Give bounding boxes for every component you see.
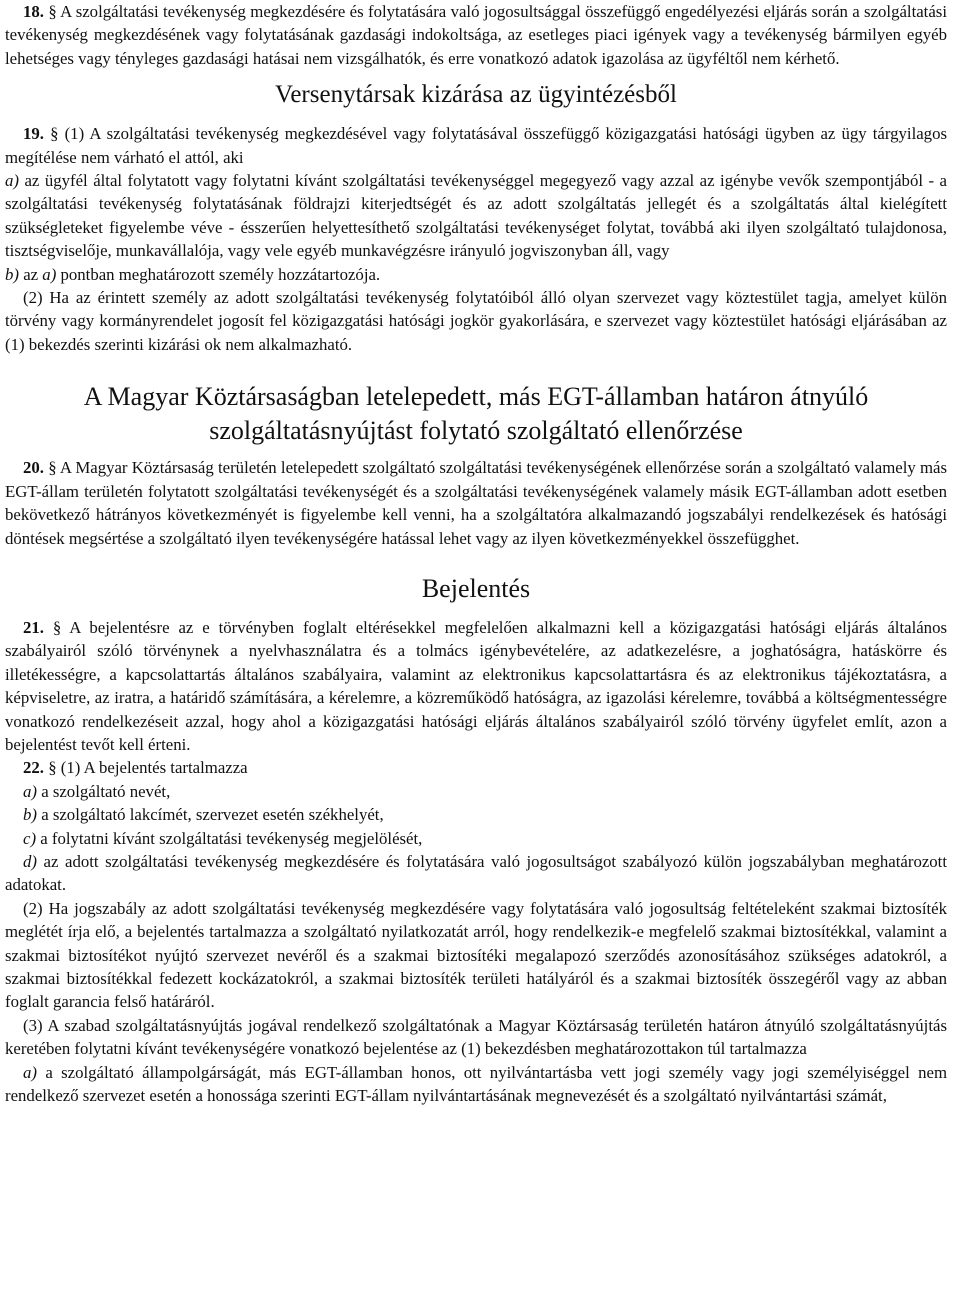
point-text: az adott szolgáltatási tevékenység megkezdésére és folytatására való jogosultságot szabályozó külön jogszabályban meghatározott adatokat. [5, 851, 947, 895]
section-22-point-c [5, 827, 947, 850]
heading-magyar-koztarsasag-line1: A Magyar Köztársaságban letelepedett, más EGT-államban határon átnyúló [83, 382, 869, 412]
section-22-para-3-point-a [5, 1061, 947, 1108]
point-text: a folytatni kívánt szolgáltatási tevékenység megjelölését, [40, 828, 423, 848]
point-label: a) [23, 781, 37, 801]
section-text: A szolgáltatási tevékenység megkezdésére és folytatására való jogosultsággal összefüggő engedélyezési eljárás során a szolgáltatási tevékenység megkezdésének vagy folytatásának gazdasági indokoltsága, az esetleges piaci igények vagy a tevékenység bármilyen egyéb lehetséges vagy tényleges gazdasági hatásai nem vizsgálhatók, és erre vonatkozó adatok igazolása az ügyféltől nem kérhető. [5, 2, 947, 68]
point-label: a) [5, 171, 19, 191]
point-label: b) [23, 805, 37, 825]
section-19-point-b [5, 263, 947, 286]
point-text: a szolgáltató nevét, [41, 781, 171, 801]
section-22-para-2: (2) Ha jogszabály az adott szolgáltatási tevékenység megkezdésére vagy folytatására való jogosultság feltételeként szakmai biztosíték meglétét írja elő, a bejelentés tartalmazza a szolgáltató nyilatkozatát arról, hogy rendelkezik-e megfelelő szakmai biztosítékkal, valamint a szakmai biztosítékot nyújtó szervezet nevéről és a szakmai biztosítéki megalapozó szerződés azonosításához szükséges adatokról, a szakmai biztosítékkal fedezett kockázatokról, a szakmai biztosíték területi hatályáról és a szakmai biztosíték összegéről vagy az abban foglalt garancia felső határáról. [5, 898, 947, 1012]
section-symbol: § [48, 458, 57, 478]
point-text: a szolgáltató állampolgárságát, más EGT-államban honos, ott nyilvántartásba vett jogi személy vagy jogi személyiséggel nem rendelkező szervezet esetén a honossága szerinti EGT-állam nyilvántartásának megnevezését és a szolgáltató nyilvántartási számát, [5, 1062, 948, 1106]
section-22-intro [5, 756, 947, 779]
section-22-point-b [5, 803, 947, 826]
section-20 [5, 456, 947, 550]
section-text: (1) A szolgáltatási tevékenység megkezdésével vagy folytatásával összefüggő közigazgatási hatósági ügyben az ügy tárgyilagos megítélése nem várható el attól, aki [5, 124, 947, 167]
section-22-para-3: (3) A szabad szolgáltatásnyújtás jogával rendelkező szolgáltatónak a Magyar Köztársaság területén határon átnyúló szolgáltatásnyújtás keretében folytatni kívánt tevékenységére vonatkozó bejelentése az (1) bekezdésben meghatározottakon túl tartalmazza [5, 1015, 947, 1059]
section-18 [5, 0, 947, 70]
point-label: c) [23, 828, 37, 848]
heading-versenytarsak: Versenytársak kizárása az ügyintézésből [275, 81, 677, 109]
section-19-para-2: (2) Ha az érintett személy az adott szolgáltatási tevékenység folytatóiból álló olyan szervezet vagy köztestület tagja, amelyet külön törvény vagy kormányrendelet jogosít fel közigazgatási hatósági jogkör gyakorlására, e szervezet vagy köztestület hatósági eljárásában az (1) bekezdés szerinti kizárási ok nem alkalmazható. [5, 288, 947, 354]
section-number: 20. [23, 458, 44, 478]
section-text: A Magyar Köztársaság területén letelepedett szolgáltató szolgáltatási tevékenységének ellenőrzése során a szolgáltató valamely más EGT-állam területén folytatott szolgáltatási tevékenységét és a szolgáltatási tevékenységének valamely másik EGT-államban adott esetben bekövetkező hátrányos következményét is figyelembe kell venni, ha a szolgáltatóra alkalmazandó jogszabályi rendelkezések és hatósági döntések megsértése a szolgáltató ilyen tevékenységére hatással lehet vagy az ilyen következményekkel összefügghet. [5, 458, 948, 548]
section-21 [5, 616, 947, 756]
section-number: 18. [23, 2, 44, 21]
point-label: a) [23, 1062, 37, 1082]
section-19-intro [5, 122, 947, 169]
section-text: (1) A bejelentés tartalmazza [60, 758, 248, 778]
section-22-point-a [5, 780, 947, 803]
heading-magyar-koztarsasag-line2: szolgáltatásnyújtást folytató szolgáltató ellenőrzése [209, 416, 743, 446]
section-symbol: § [52, 617, 62, 637]
point-text: az ügyfél által folytatott vagy folytatni kívánt szolgáltatási tevékenységgel megegyező vagy azzal az igénybe vevők szempontjából - a szolgáltatási tevékenység folytatásának földrajzi kiterjedtségét és az adott szolgáltatás jellegét és a szolgáltatás által kielégített szükségleteket figyelembe véve - ésszerűen helyettesíthető szolgáltatási tevékenységet folytat, továbbá aki ilyen szolgáltató tulajdonosa, tisztségviselője, munkavállalója, vagy vele egyéb munkavégzésre irányuló jogviszonyban áll, vagy [5, 171, 947, 261]
section-symbol: § [48, 758, 57, 778]
section-number: 22. [23, 758, 44, 778]
point-label: b) [5, 264, 19, 284]
section-number: 19. [23, 124, 44, 144]
section-symbol: § [48, 2, 57, 21]
point-text-pre: az [23, 264, 39, 284]
point-text: pontban meghatározott személy hozzátartozója. [60, 264, 381, 284]
point-text: a szolgáltató lakcímét, szervezet esetén székhelyét, [41, 805, 384, 825]
section-19-point-a [5, 169, 947, 263]
heading-bejelentes: Bejelentés [421, 573, 531, 603]
section-22-point-d [5, 850, 947, 897]
section-symbol: § [50, 124, 59, 144]
point-reference: a) [42, 264, 57, 284]
section-number: 21. [23, 617, 44, 637]
point-label: d) [23, 851, 37, 871]
section-text: A bejelentésre az e törvényben foglalt eltérésekkel megfelelően alkalmazni kell a közigazgatási hatósági eljárás általános szabályairól szóló törvénynek a nyelvhasználatra és a tolmács igénybevételére, az adatkezelésre, a joghatóságra, hatáskörre és illetékességre, a kapcsolattartás általános szabályaira, valamint az elektronikus kapcsolattartásra és az elektronikus tájékoztatásra, a képviseletre, az iratra, a határidő számítására, a kérelemre, a közreműködő hatóságra, az igazolási kérelemre, továbbá a költségmentességre vonatkozó rendelkezéseit azzal, hogy ahol a közigazgatási hatósági eljárás általános szabályairól szóló törvény ügyfelet említ, azon a bejelentést tevőt kell érteni. [5, 617, 947, 754]
